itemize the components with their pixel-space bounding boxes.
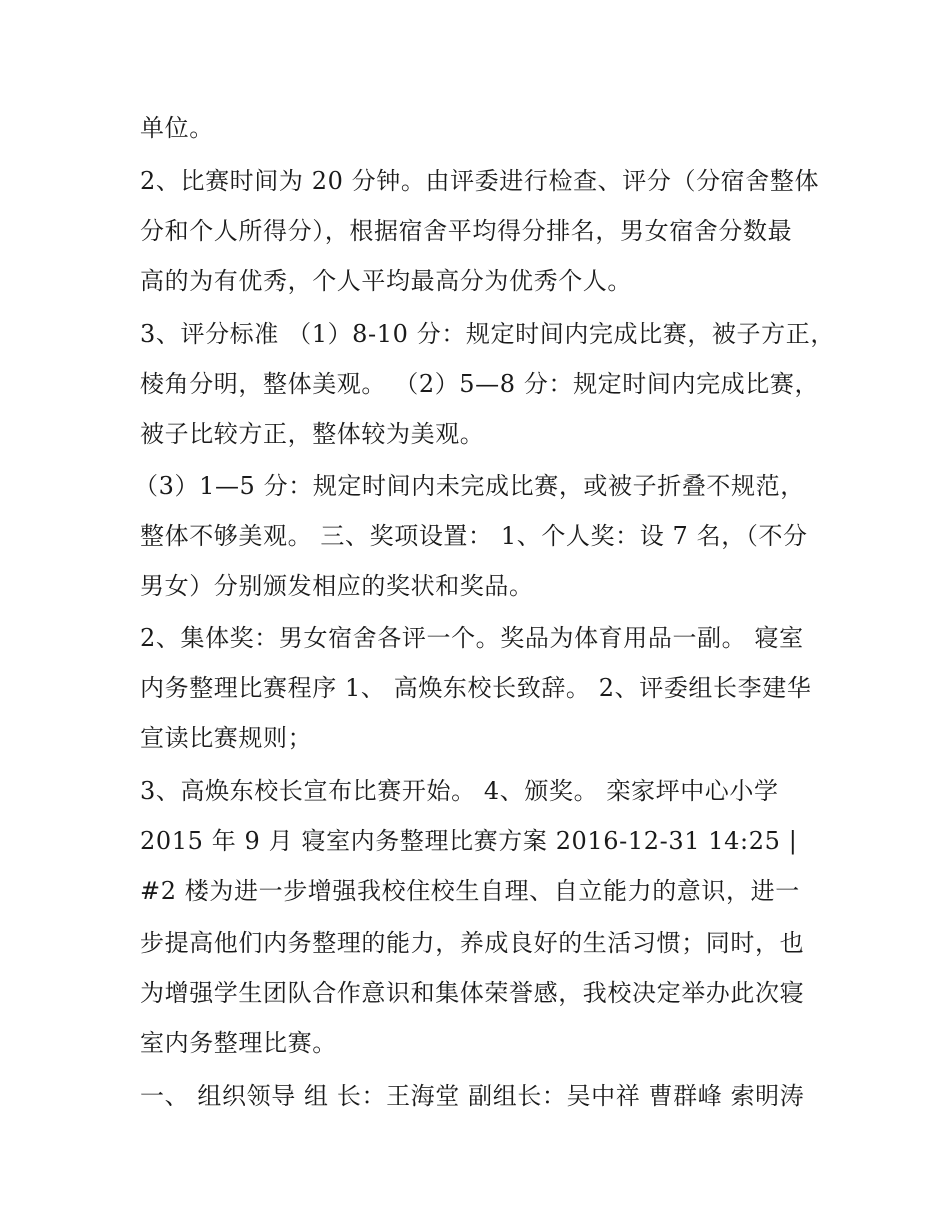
- text-line: 男女）分别颁发相应的奖状和奖品。: [140, 572, 534, 600]
- text-line: 3、评分标准 （1）8-10 分：规定时间内完成比赛，被子方正，: [140, 320, 835, 348]
- text-line: 棱角分明，整体美观。 （2）5—8 分：规定时间内完成比赛，: [140, 370, 820, 398]
- text-line: 高的为有优秀，个人平均最高分为优秀个人。: [140, 267, 632, 295]
- text-line: 为增强学生团队合作意识和集体荣誉感，我校决定举办此次寝: [140, 979, 805, 1007]
- text-line: 内务整理比赛程序 1、 高焕东校长致辞。 2、评委组长李建华: [140, 674, 812, 702]
- text-line: 2、比赛时间为 20 分钟。由评委进行检查、评分（分宿舍整体: [140, 167, 820, 195]
- text-line: 2、集体奖：男女宿舍各评一个。奖品为体育用品一副。 寝室: [140, 624, 804, 652]
- text-line: （3）1—5 分：规定时间内未完成比赛，或被子折叠不规范，: [134, 472, 805, 500]
- text-line: 步提高他们内务整理的能力，养成良好的生活习惯；同时，也: [140, 929, 805, 957]
- text-line: 室内务整理比赛。: [140, 1029, 337, 1057]
- text-line: 宣读比赛规则；: [140, 724, 313, 752]
- text-line: 单位。: [140, 114, 214, 142]
- text-line: 被子比较方正，整体较为美观。: [140, 420, 485, 448]
- text-line: #2 楼为进一步增强我校住校生自理、自立能力的意识，进一: [140, 877, 800, 905]
- text-line: 3、高焕东校长宣布比赛开始。 4、颁奖。 栾家坪中心小学: [140, 777, 779, 805]
- text-line: 一、 组织领导 组 长：王海堂 副组长：吴中祥 曹群峰 索明涛: [140, 1082, 805, 1110]
- text-line: 整体不够美观。 三、奖项设置： 1、个人奖：设 7 名，（不分: [140, 522, 808, 550]
- text-line: 2015 年 9 月 寝室内务整理比赛方案 2016-12-31 14:25 |: [140, 827, 798, 855]
- text-line: 分和个人所得分），根据宿舍平均得分排名，男女宿舍分数最: [140, 217, 793, 245]
